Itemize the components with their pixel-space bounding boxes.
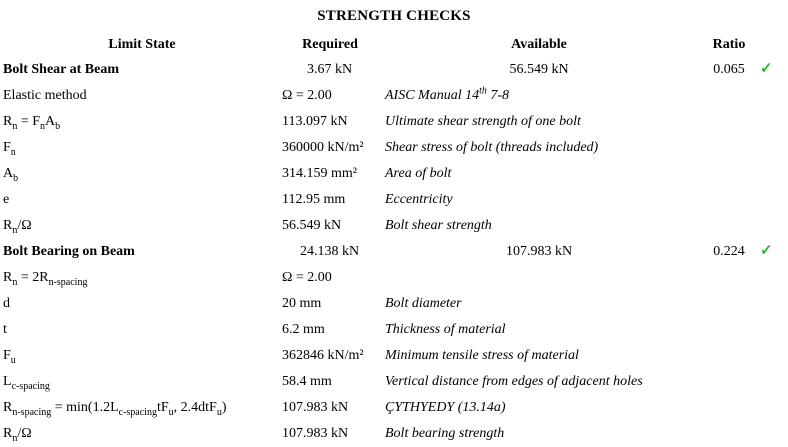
column-header-ratio: Ratio xyxy=(712,37,746,52)
table-row xyxy=(0,161,788,187)
required-cell: 24.138 kN xyxy=(299,244,360,259)
ratio-cell: 0.224 xyxy=(713,244,745,259)
limit-state-cell: e xyxy=(3,192,10,207)
required-cell: 58.4 mm xyxy=(282,374,332,389)
required-cell: 107.983 kN xyxy=(282,426,349,441)
table-header-row xyxy=(0,33,788,57)
limit-state-cell: $R_{n-spacing} = \min(1.2L_{c-spacing}tF_u$, 2.4dtF$_u$) xyxy=(3,400,227,418)
limit-state-cell: $R_n = 2R_{n-spacing}$ xyxy=(3,270,88,288)
required-cell: 360000 kN/m² xyxy=(282,140,364,155)
limit-state-cell: Bolt Shear at Beam xyxy=(3,62,120,77)
description-cell: Ultimate shear strength of one bolt xyxy=(385,114,581,129)
table-row xyxy=(0,421,788,447)
available-cell: 56.549 kN xyxy=(509,62,569,77)
description-cell: ÇYTHYEDY (13.14a) xyxy=(385,400,506,415)
required-cell: 3.67 kN xyxy=(306,62,353,77)
table-row xyxy=(0,57,788,83)
description-cell: Bolt shear strength xyxy=(385,218,492,233)
limit-state-cell: Elastic method xyxy=(3,88,87,103)
description-cell: Thickness of material xyxy=(385,322,506,337)
strength-checks-table xyxy=(0,57,788,447)
required-cell: 362846 kN/m² xyxy=(282,348,364,363)
limit-state-cell: $R_n = F_nA_b$ xyxy=(3,114,61,132)
required-cell: 113.097 kN xyxy=(282,114,348,129)
table-row xyxy=(0,239,788,265)
page-title: STRENGTH CHECKS xyxy=(317,8,471,24)
table-row xyxy=(0,395,788,421)
status-cell xyxy=(758,62,788,78)
required-cell: 6.2 mm xyxy=(282,322,325,337)
table-row xyxy=(0,135,788,161)
ratio-cell: 0.065 xyxy=(713,62,745,77)
table-row xyxy=(0,265,788,291)
column-header-limit-state: Limit State xyxy=(108,37,176,52)
required-cell: 56.549 kN xyxy=(282,218,342,233)
limit-state-cell: $F_n$ xyxy=(3,140,16,158)
limit-state-cell: $F_u$ xyxy=(3,348,16,366)
table-row xyxy=(0,83,788,109)
description-cell: Eccentricity xyxy=(385,192,453,207)
table-row xyxy=(0,291,788,317)
description-cell: Minimum tensile stress of material xyxy=(385,348,579,363)
pass-check-icon: ✓ xyxy=(760,243,773,259)
column-header-available: Available xyxy=(511,37,567,52)
table-row xyxy=(0,109,788,135)
status-cell xyxy=(758,244,788,260)
column-header-required: Required xyxy=(302,37,358,52)
table-row xyxy=(0,213,788,239)
description-cell: Area of bolt xyxy=(385,166,452,181)
pass-check-icon: ✓ xyxy=(760,61,773,77)
limit-state-cell: d xyxy=(3,296,10,311)
description-cell: Bolt diameter xyxy=(385,296,462,311)
table-row xyxy=(0,369,788,395)
required-cell: Ω = 2.00 xyxy=(282,88,332,103)
table-row xyxy=(0,317,788,343)
limit-state-cell: $R_n/\Omega$ xyxy=(3,218,32,236)
limit-state-cell: $A_b$ xyxy=(3,166,19,184)
limit-state-cell: t xyxy=(3,322,7,337)
required-cell: 112.95 mm xyxy=(282,192,346,207)
required-cell: 20 mm xyxy=(282,296,322,311)
required-cell: Ω = 2.00 xyxy=(282,270,332,285)
required-cell: 314.159 mm² xyxy=(282,166,357,181)
limit-state-cell: $L_{c-spacing}$ xyxy=(3,374,50,392)
required-cell: 107.983 kN xyxy=(282,400,349,415)
description-cell: AISC Manual 14th 7-8 xyxy=(385,85,510,103)
description-cell: Shear stress of bolt (threads included) xyxy=(385,140,599,155)
available-cell: 107.983 kN xyxy=(505,244,573,259)
description-cell: Bolt bearing strength xyxy=(385,426,505,441)
table-row xyxy=(0,187,788,213)
limit-state-cell: Bolt Bearing on Beam xyxy=(3,244,135,259)
limit-state-cell: $R_n/\Omega$ xyxy=(3,426,32,444)
description-cell: Vertical distance from edges of adjacent holes xyxy=(385,374,643,389)
table-row xyxy=(0,343,788,369)
